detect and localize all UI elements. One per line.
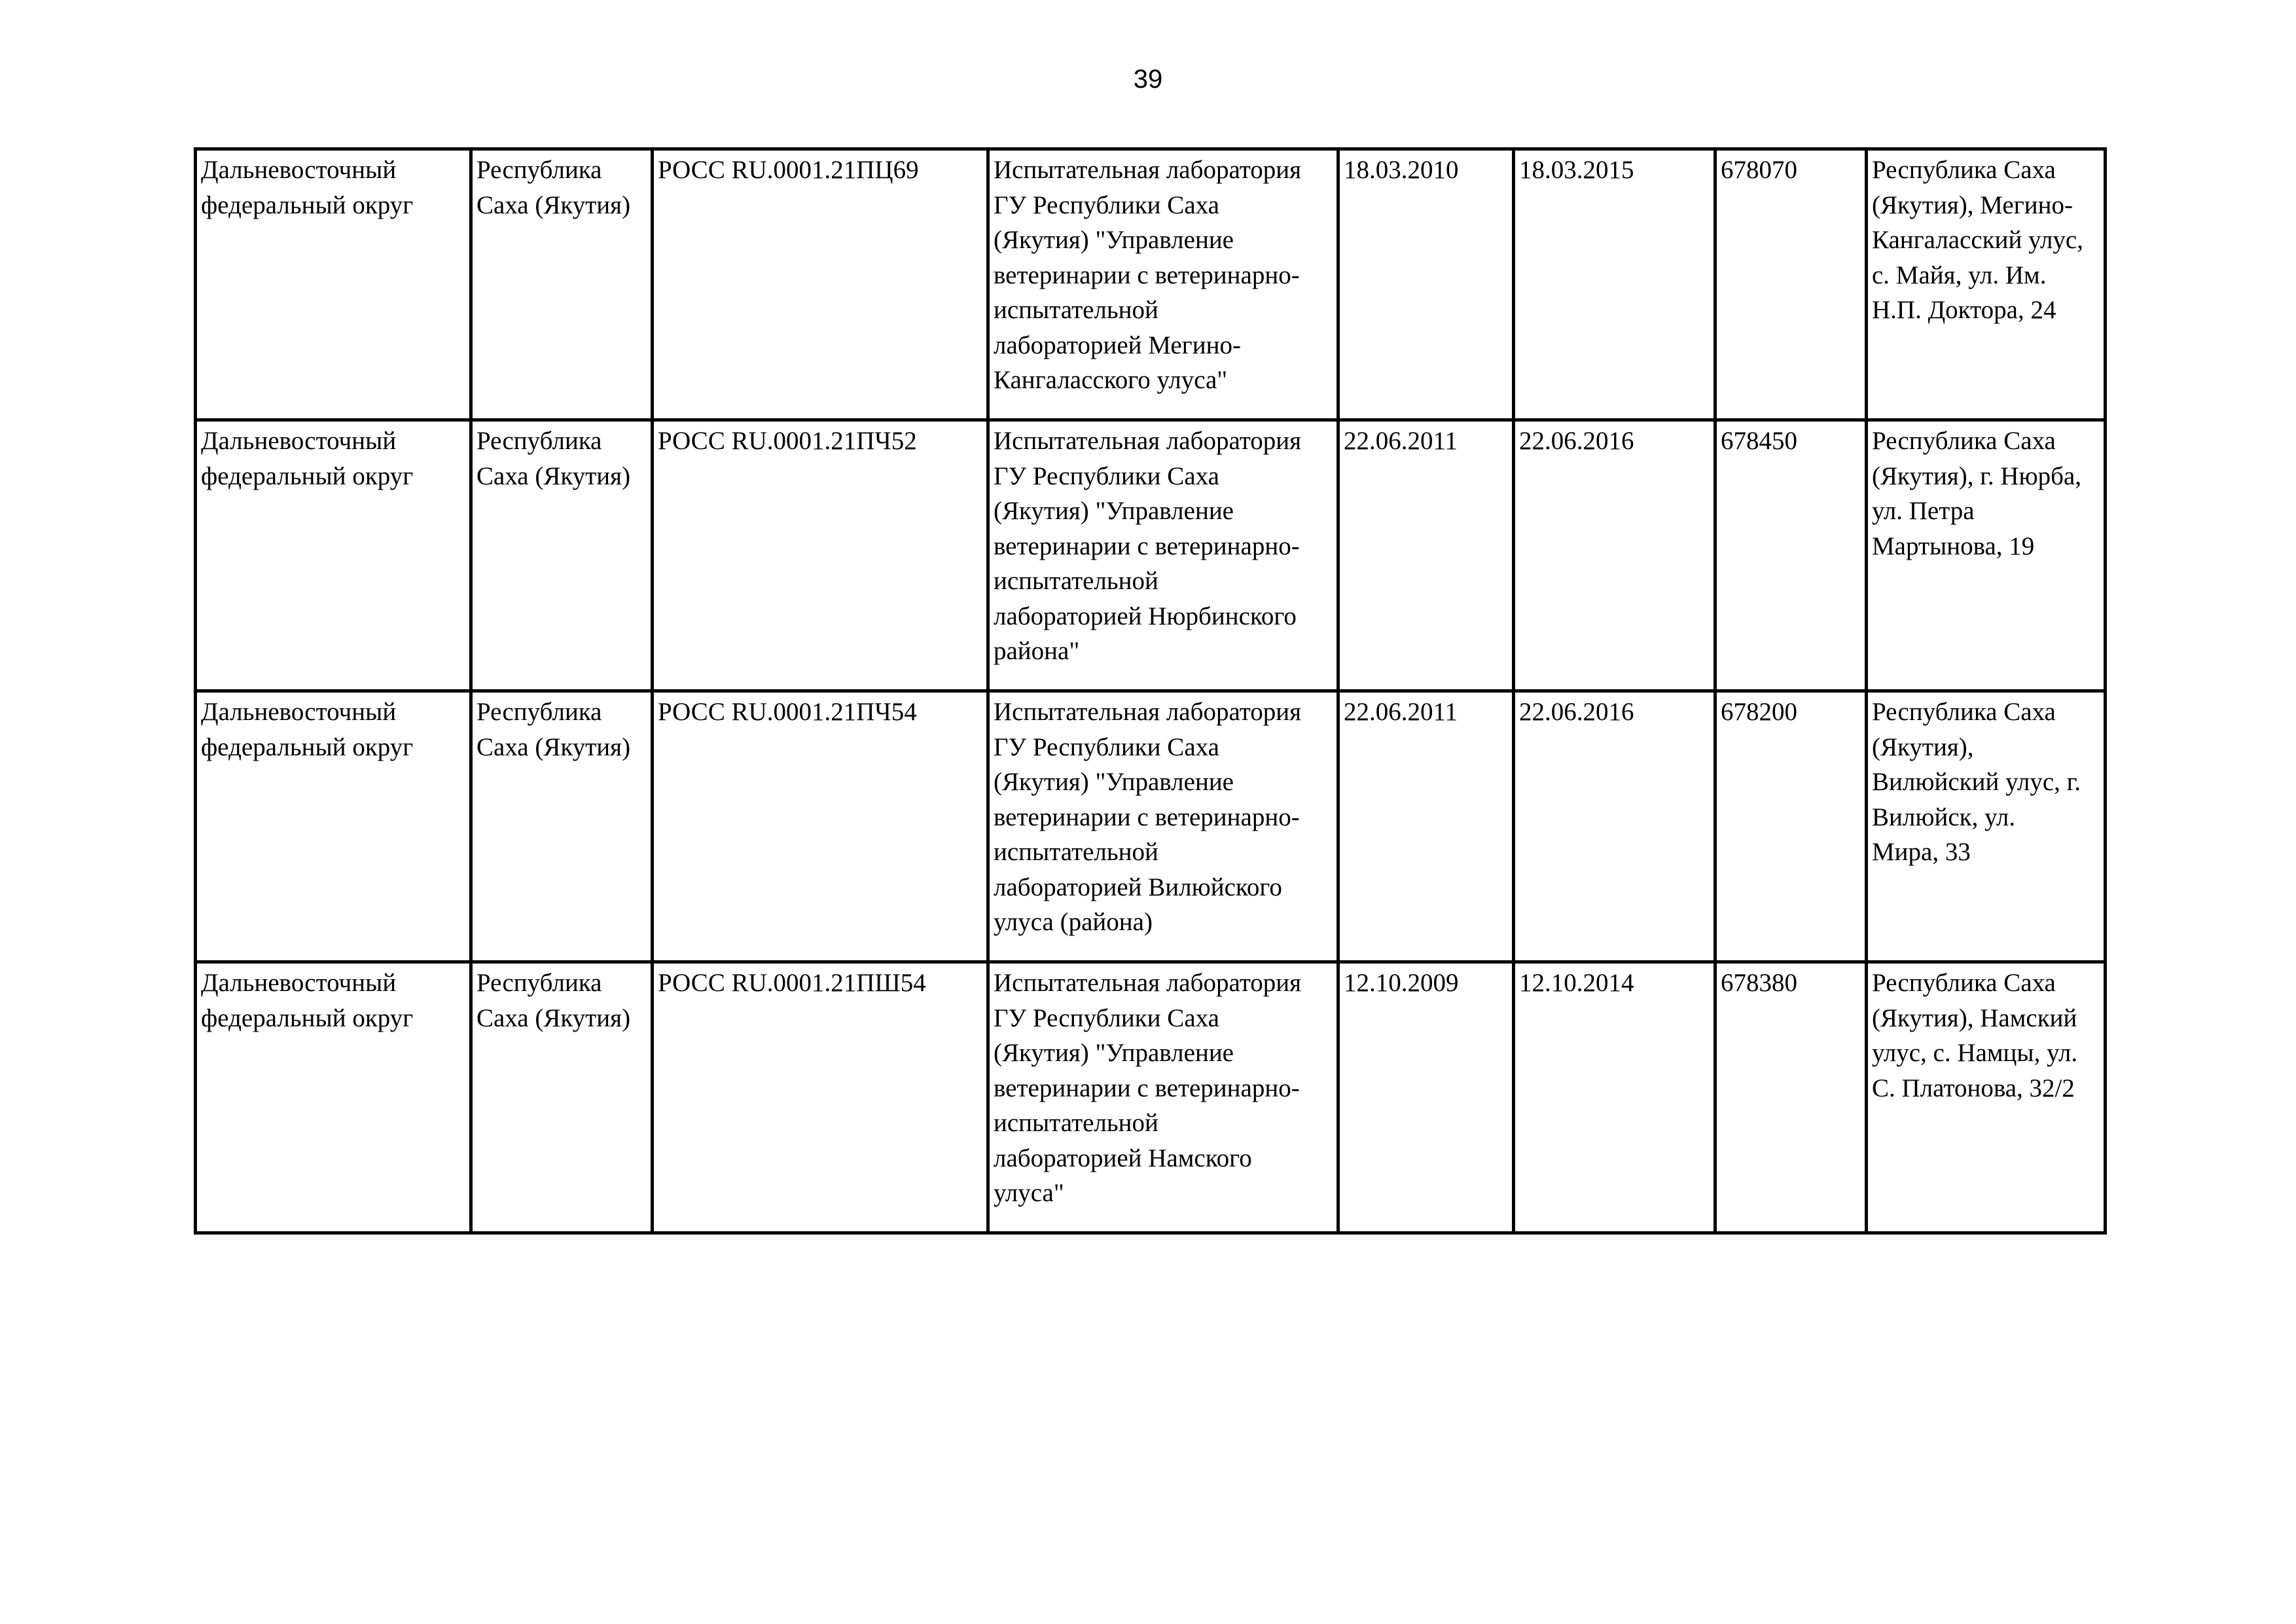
region-cell: Республика Саха (Якутия): [471, 149, 653, 420]
table-row: [196, 691, 2106, 962]
postcode-cell: 678200: [1715, 691, 1867, 962]
address-cell: Республика Саха (Якутия), Намский улус, с. Намцы, ул. С. Платонова, 32/2: [1867, 962, 2106, 1233]
district-cell: Дальневосточный федеральный округ: [196, 149, 471, 420]
date-from-cell: 18.03.2010: [1338, 149, 1514, 420]
address-cell: Республика Саха (Якутия), Мегино- Кангаласский улус, с. Майя, ул. Им. Н.П. Доктора, 24: [1867, 149, 2106, 420]
date-from-cell: 12.10.2009: [1338, 962, 1514, 1233]
region-cell: Республика Саха (Якутия): [471, 420, 653, 691]
date-to-cell: 18.03.2015: [1514, 149, 1715, 420]
laboratory-registry-table: [194, 147, 2107, 1235]
certificate-number-cell: РОСС RU.0001.21ПШ54: [653, 962, 988, 1233]
page-number: 39: [1133, 65, 1163, 94]
laboratory-name-cell: Испытательная лаборатория ГУ Республики Саха (Якутия) "Управление ветеринарии с ветеринарно- испытательной лабораторией Намского улуса": [988, 962, 1338, 1233]
date-from-cell: 22.06.2011: [1338, 691, 1514, 962]
table-row: [196, 149, 2106, 420]
region-cell: Республика Саха (Якутия): [471, 962, 653, 1233]
laboratory-name-cell: Испытательная лаборатория ГУ Республики Саха (Якутия) "Управление ветеринарии с ветеринарно- испытательной лабораторией Нюрбинского района": [988, 420, 1338, 691]
postcode-cell: 678380: [1715, 962, 1867, 1233]
date-to-cell: 12.10.2014: [1514, 962, 1715, 1233]
certificate-number-cell: РОСС RU.0001.21ПЦ69: [653, 149, 988, 420]
date-to-cell: 22.06.2016: [1514, 420, 1715, 691]
laboratory-name-cell: Испытательная лаборатория ГУ Республики Саха (Якутия) "Управление ветеринарии с ветеринарно- испытательной лабораторией Вилюйского улуса (района): [988, 691, 1338, 962]
table-row: [196, 962, 2106, 1233]
certificate-number-cell: РОСС RU.0001.21ПЧ54: [653, 691, 988, 962]
district-cell: Дальневосточный федеральный округ: [196, 962, 471, 1233]
table-row: [196, 420, 2106, 691]
date-to-cell: 22.06.2016: [1514, 691, 1715, 962]
district-cell: Дальневосточный федеральный округ: [196, 691, 471, 962]
postcode-cell: 678070: [1715, 149, 1867, 420]
district-cell: Дальневосточный федеральный округ: [196, 420, 471, 691]
address-cell: Республика Саха (Якутия), Вилюйский улус, г. Вилюйск, ул. Мира, 33: [1867, 691, 2106, 962]
region-cell: Республика Саха (Якутия): [471, 691, 653, 962]
certificate-number-cell: РОСС RU.0001.21ПЧ52: [653, 420, 988, 691]
date-from-cell: 22.06.2011: [1338, 420, 1514, 691]
laboratory-name-cell: Испытательная лаборатория ГУ Республики Саха (Якутия) "Управление ветеринарии с ветеринарно- испытательной лабораторией Мегино- Кангаласского улуса": [988, 149, 1338, 420]
address-cell: Республика Саха (Якутия), г. Нюрба, ул. Петра Мартынова, 19: [1867, 420, 2106, 691]
postcode-cell: 678450: [1715, 420, 1867, 691]
